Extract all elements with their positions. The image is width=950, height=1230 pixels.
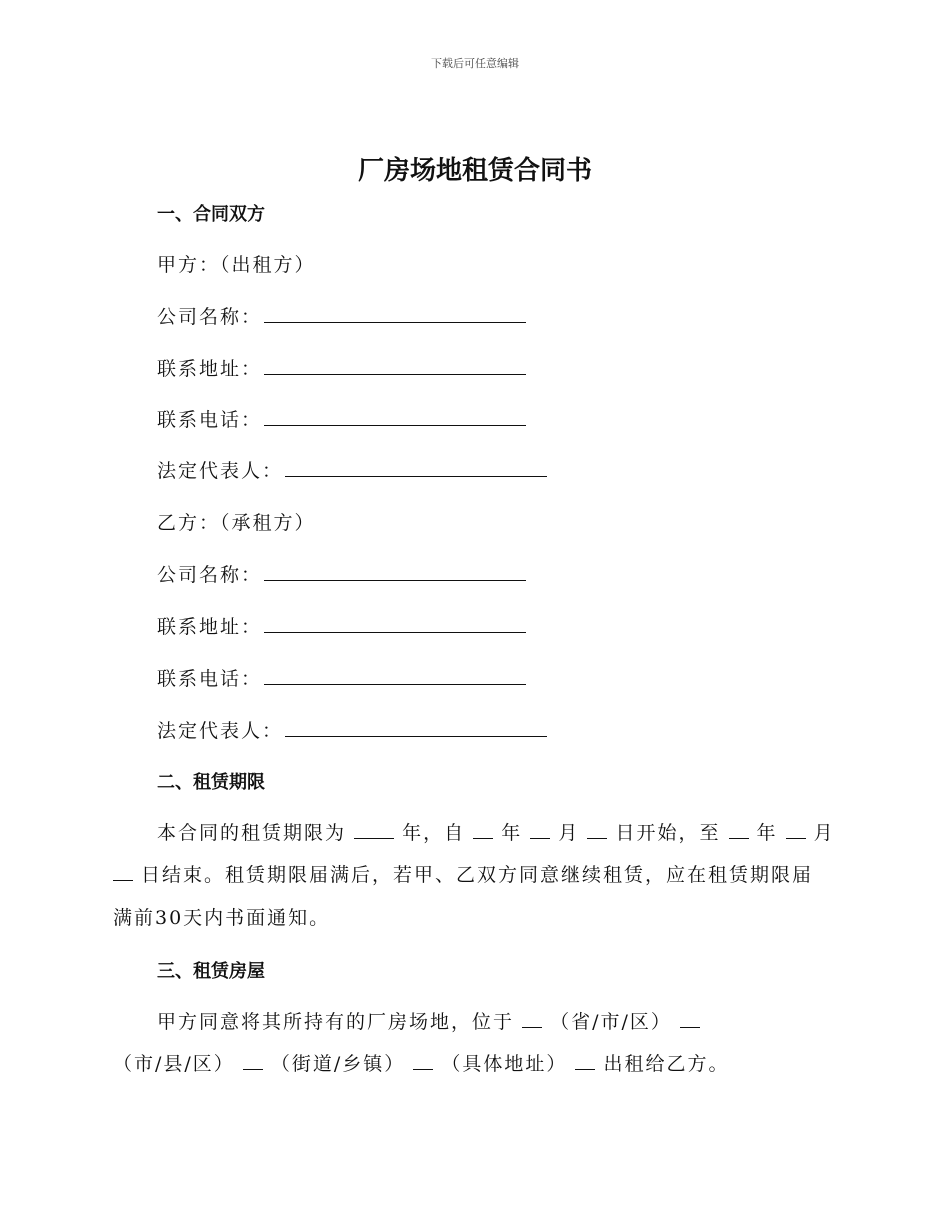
party-b-label: 乙方：（承租方） (157, 512, 316, 534)
party-a-label: 甲方：（出租方） (157, 254, 316, 276)
address-blank[interactable] (264, 356, 526, 375)
term-text: 年，自 (402, 822, 466, 844)
field-label: 联系地址： (157, 358, 263, 380)
lease-target-blank[interactable] (575, 1053, 595, 1070)
phone-blank[interactable] (264, 666, 526, 685)
premises-text: （省/市/区） (550, 1011, 672, 1033)
company-name-blank[interactable] (264, 562, 526, 581)
term-text: 月 (813, 822, 835, 844)
field-label: 公司名称： (157, 306, 263, 328)
province-blank[interactable] (522, 1011, 542, 1028)
premises-line-1 (157, 1007, 700, 1034)
field-label: 联系电话： (157, 668, 263, 690)
section-heading-premises: 三、租赁房屋 (157, 961, 265, 982)
end-month-blank[interactable] (786, 822, 806, 839)
section-heading-term: 二、租赁期限 (157, 772, 265, 793)
party-b-address-row (157, 612, 526, 639)
term-text: 年 (501, 822, 523, 844)
section-heading-parties: 一、合同双方 (157, 204, 265, 225)
representative-blank[interactable] (285, 718, 547, 737)
start-month-blank[interactable] (530, 822, 550, 839)
end-day-blank[interactable] (113, 864, 133, 881)
premises-text: （市/县/区） (113, 1053, 235, 1075)
party-b-company-row (157, 560, 526, 587)
representative-blank[interactable] (285, 458, 547, 477)
field-label: 法定代表人： (157, 460, 284, 482)
term-text: 日结束。租赁期限届满后，若甲、乙双方同意继续租赁，应在租赁期限届 (141, 864, 814, 886)
party-b-phone-row (157, 664, 526, 691)
start-day-blank[interactable] (587, 822, 607, 839)
party-a-address-row (157, 354, 526, 381)
field-label: 法定代表人： (157, 720, 284, 742)
party-a-phone-row (157, 405, 526, 432)
term-line-3: 满前30天内书面通知。 (113, 907, 331, 929)
premises-text: 出租给乙方。 (603, 1053, 730, 1075)
premises-text: （街道/乡镇） (270, 1053, 406, 1075)
header-note: 下载后可任意编辑 (431, 57, 519, 70)
premises-line-2 (113, 1049, 730, 1076)
start-year-blank[interactable] (473, 822, 493, 839)
document-title: 厂房场地租赁合同书 (357, 156, 592, 186)
term-line-2 (113, 860, 813, 887)
street-blank[interactable] (243, 1053, 263, 1070)
party-a-company-row (157, 302, 526, 329)
party-a-rep-row (157, 456, 547, 483)
years-blank[interactable] (354, 822, 394, 839)
field-label: 联系电话： (157, 409, 263, 431)
company-name-blank[interactable] (264, 304, 526, 323)
term-text: 日开始，至 (615, 822, 721, 844)
city-blank[interactable] (680, 1011, 700, 1028)
phone-blank[interactable] (264, 407, 526, 426)
term-line-1 (157, 818, 835, 845)
term-text: 本合同的租赁期限为 (157, 822, 347, 844)
party-b-rep-row (157, 716, 547, 743)
premises-text: 甲方同意将其所持有的厂房场地，位于 (157, 1011, 515, 1033)
detail-address-blank[interactable] (413, 1053, 433, 1070)
field-label: 公司名称： (157, 564, 263, 586)
end-year-blank[interactable] (729, 822, 749, 839)
premises-text: （具体地址） (441, 1053, 568, 1075)
term-text: 年 (756, 822, 778, 844)
term-text: 月 (558, 822, 580, 844)
field-label: 联系地址： (157, 616, 263, 638)
address-blank[interactable] (264, 614, 526, 633)
